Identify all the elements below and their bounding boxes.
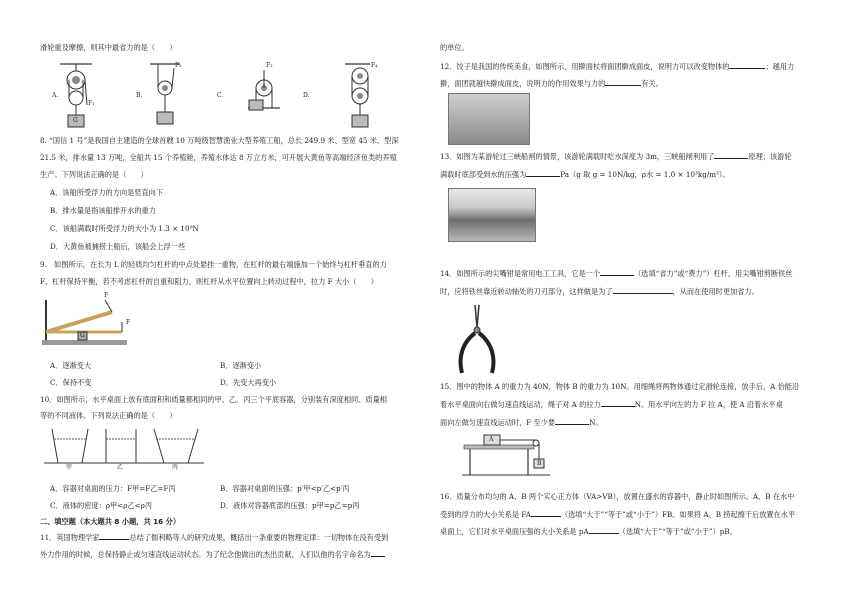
q9-option-a: A．逐渐变大	[50, 361, 92, 370]
dumpling-photo	[448, 93, 530, 145]
q15-pulley-figure	[462, 433, 552, 478]
q11-part-1: 11．英国物理学家	[40, 533, 100, 542]
q9-line-1: 9. 如图所示，在长为 L 的轻质均匀杠杆的中点处悬挂一重物，在杠杆的最右端施加一个始终与杠杆垂直的力	[40, 260, 387, 269]
q7-figures	[40, 60, 378, 130]
q15-part-2: 着水平桌面向右做匀速直线运动，绳子对 A 的拉力	[440, 400, 601, 409]
q12-blank-1[interactable]	[729, 62, 765, 69]
q14-part-2: 时，应将铁丝靠近转动轴处的刀刃部分，这样做是为了	[440, 287, 613, 296]
section-fill-in-title: 二、填空题（本大题共 8 小题，共 16 分）	[40, 517, 181, 526]
q14-part-2b: ，从而在使用时更加省力。	[672, 287, 759, 296]
q13-line-1	[440, 152, 792, 162]
q11-blank-1[interactable]	[99, 533, 129, 540]
q10-label-yi: 乙	[117, 464, 124, 471]
q11-tail: 的单位。	[440, 43, 469, 52]
q14-blank-1[interactable]	[600, 269, 634, 276]
q9-lever-figure	[42, 292, 142, 347]
q13-part-1: 13．如图为某游轮过三峡船闸的情景，该游轮满载时吃水深度为 3m，三峡船闸利用了	[440, 152, 715, 161]
q7-option-d: D.	[303, 92, 310, 99]
q7-text-tail: 滑轮重及摩擦，则其中最省力的是（ ）	[40, 43, 177, 52]
q10-containers-figure	[44, 425, 204, 475]
q16-blank-2[interactable]	[589, 527, 619, 534]
q9-option-c: C．保持不变	[50, 378, 92, 387]
pliers-figure	[452, 303, 502, 375]
q8-line-2: 21.5 米，排水量 13 万吨，全船共 15 个养殖舱，养殖水体达 8 万立方米，可开展大黄鱼等高端经济鱼类的养殖	[40, 153, 397, 162]
q9-option-b: B．逐渐变小	[220, 361, 262, 370]
q14-line-2	[440, 287, 759, 297]
q7-option-a: A.	[52, 92, 59, 99]
q12-part-1: 12．饺子是我国的传统美食，如图所示，用擀面杖将面团擀成面皮，说明力可以改变物体的	[440, 62, 730, 71]
q7-force-1: F₁	[88, 100, 95, 107]
q16-part-2: 受到的浮力的大小关系是 FA	[440, 510, 531, 519]
q16-part-3: 桌面上，它们对水平桌面压强的大小关系是 pA	[440, 527, 589, 536]
q9-force-label-top: F	[104, 292, 109, 299]
pliers-icon	[452, 303, 502, 375]
q10-option-a: A．容器对桌面的压力：F甲=F乙=F丙	[50, 484, 176, 493]
cruise-ship-photo	[448, 188, 536, 242]
q8-option-d: D．大黄鱼被捕捞上船后，该船会上浮一些	[50, 242, 186, 251]
q10-option-d: D．液体对容器底部的压强：p甲=p乙=p丙	[220, 501, 360, 510]
q15-line-2	[440, 400, 783, 410]
q10-line-2: 等的不同液体。下列说法正确的是（ ）	[40, 411, 177, 420]
q15-label-b: B	[537, 460, 542, 467]
q12-blank-2[interactable]	[605, 79, 641, 86]
q14-blank-2[interactable]	[613, 287, 673, 294]
q12-part-2: 擀，面团就越快擀成面皮，说明力的作用效果与力的	[440, 79, 606, 88]
q15-blank-2[interactable]	[555, 418, 589, 425]
q13-blank-1[interactable]	[714, 152, 748, 159]
q8-option-b: B．排水量是指该船排开水的重力	[50, 206, 156, 215]
q15-blank-1[interactable]	[601, 400, 635, 407]
q12-part-1b: ；越用力	[765, 62, 795, 71]
q14-part-1: 14．如图所示的尖嘴钳是常用电工工具，它是一个	[440, 269, 601, 278]
q9-weight-label: G	[80, 332, 85, 339]
right-column	[440, 0, 830, 608]
q8-line-3: 生产。下列说法正确的是（ ）	[40, 170, 148, 179]
q11-blank-2[interactable]	[371, 550, 385, 557]
q12-line-1	[440, 62, 794, 72]
q8-option-c: C．该船满载时所受浮力的大小为 1.3 × 10⁹N	[50, 224, 199, 233]
q13-part-1b: 原理；该游轮	[748, 152, 792, 161]
q10-label-bing: 丙	[172, 464, 179, 471]
q12-part-2b: 有关。	[641, 79, 663, 88]
q12-line-2	[440, 79, 663, 89]
q7-force-4: F₄	[371, 62, 378, 69]
q15-part-3: 面向左做匀速直线运动时，F 至少要	[440, 418, 556, 427]
q9-force-label-right: F	[126, 319, 131, 326]
q10-option-c: C．液体的密度：ρ甲<ρ乙<ρ丙	[50, 501, 153, 510]
q15-part-2b: N。用水平向左的力 F 拉 A，使 A 沿着水平桌	[634, 400, 783, 409]
q7-option-c: C.	[217, 92, 224, 99]
q10-line-1: 10．如图所示，水平桌面上放有底面积和质量都相同的甲、乙、丙三个平底容器，分别装有深度相同、质量相	[40, 395, 387, 404]
q13-part-2b: Pa（g 取 g = 10N/kg，ρ水 = 1.0 × 10³kg/m³）。	[560, 170, 730, 179]
q14-part-1b: （选填“省力”或“费力”）杠杆，用尖嘴钳剪断铁丝	[634, 269, 793, 278]
q8-option-a: A．该船所受浮力的方向是竖直向下	[50, 188, 164, 197]
q11-part-2: 外力作用的时候，总保持静止或匀速直线运动状态。为了纪念他做出的杰出贡献，人们以他的名字命名为	[40, 550, 371, 559]
q11-line-2	[40, 550, 385, 560]
q13-line-2	[440, 170, 730, 180]
q11-line-1	[40, 533, 388, 543]
q13-part-2: 满载时底部受到水的压强为	[440, 170, 527, 179]
q14-line-1	[440, 269, 793, 279]
q10-label-jia: 甲	[66, 464, 73, 471]
q15-part-3b: N。	[589, 418, 603, 427]
q10-option-b: B．容器对桌面的压强：p′甲<p′乙<p′丙	[220, 484, 350, 493]
q16-part-3b: （选填“大于”“等于”或“小于”）pB。	[618, 527, 737, 536]
q16-blank-1[interactable]	[531, 510, 561, 517]
q15-label-a: A	[489, 436, 494, 443]
left-column	[40, 0, 425, 608]
q16-line-3	[440, 527, 737, 537]
q9-option-d: D．先变大再变小	[220, 378, 277, 387]
q8-line-1: 8. “国信 1 号”是我国自主建造的全球首艘 10 万吨级智慧渔业大型养殖工船，总长 249.9 米、型宽 45 米、型深	[40, 136, 399, 145]
q7-force-2: F₂	[175, 62, 182, 69]
q9-line-2: F，杠杆保持平衡，若不考虑杠杆的自重和阻力，则杠杆从水平位置向上转动过程中，拉力 F 大小（ ）	[40, 277, 378, 286]
q11-part-1b: 总结了伽利略等人的研究成果，概括出一条重要的物理定律：一切物体在没有受到	[129, 533, 389, 542]
q13-blank-2[interactable]	[526, 170, 560, 177]
q16-line-2	[440, 510, 795, 520]
q15-line-1: 15．图中的物体 A 的重力为 40N，物体 B 的重力为 10N。用细绳将两物体通过定滑轮连接，放手后，A 恰能沿	[440, 382, 800, 391]
q7-force-3: F₃	[266, 62, 273, 69]
q16-line-1: 16．质量分布均匀的 A、B 两个实心正方体（VA>VB），放置在盛水的容器中，静止时如图所示。A、B 在水中	[440, 492, 795, 501]
q15-line-3	[440, 418, 603, 428]
table-pulley-diagram	[462, 433, 552, 478]
q16-part-2b: （选填“大于”“等于”或“小于”）FB。如果将 A、B 捞起擦干后放置在水平	[560, 510, 796, 519]
q7-option-b: B.	[136, 92, 143, 99]
pulley-diagrams	[40, 60, 370, 130]
q7-weight-label: G	[73, 117, 78, 124]
